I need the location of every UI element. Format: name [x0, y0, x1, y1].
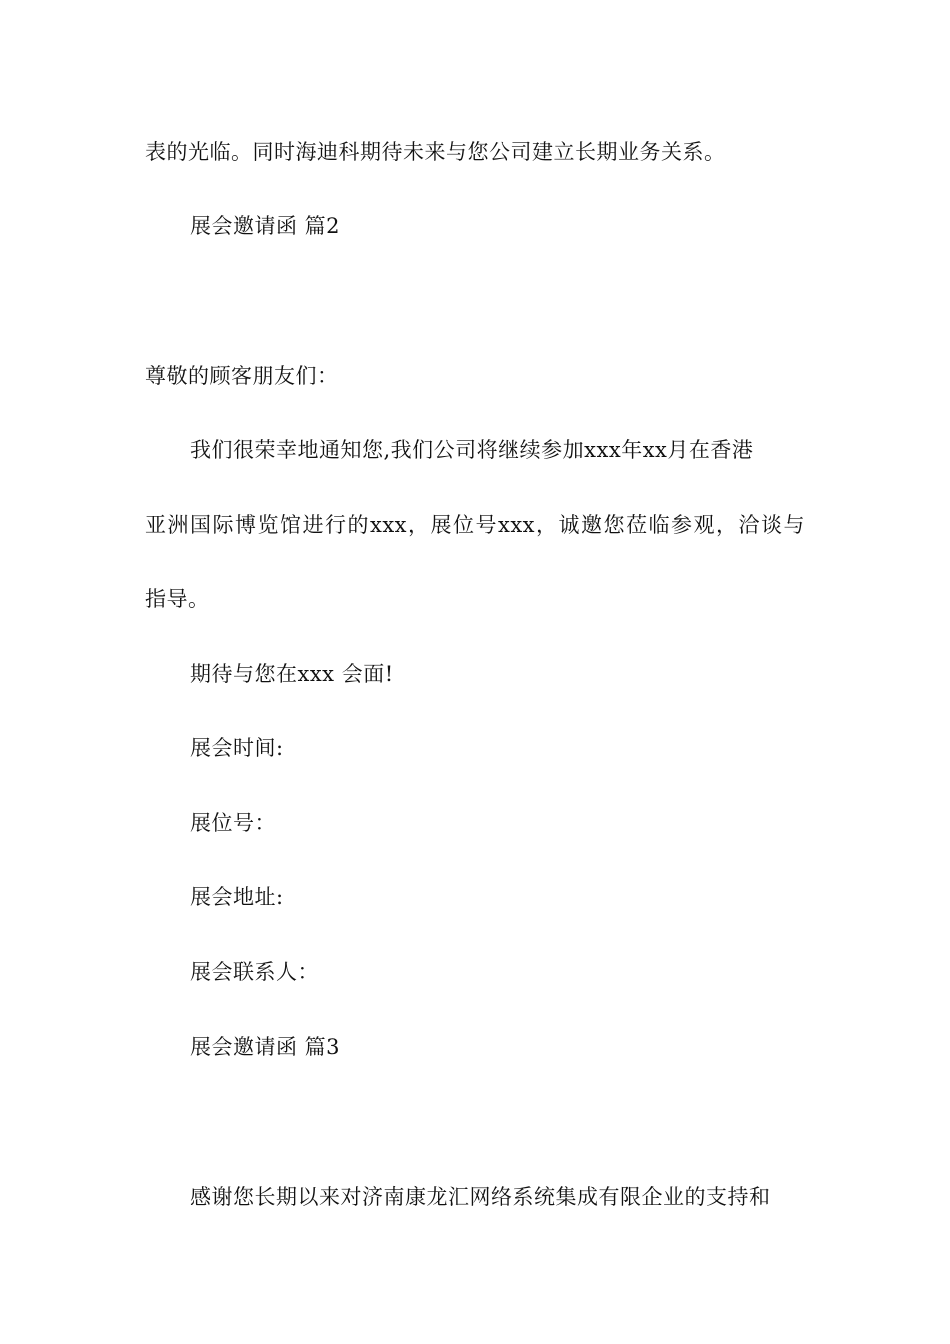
field-label: 展会地址:: [190, 885, 284, 909]
salutation: 尊敬的顾客朋友们：: [145, 364, 339, 388]
field-label: 展会时间:: [190, 736, 284, 760]
paragraph-line: 感谢您长期以来对济南康龙汇网络系统集成有限企业的支持和: [190, 1185, 771, 1209]
paragraph-line: 指导。: [145, 587, 210, 611]
section-heading: 展会邀请函 篇3: [190, 1035, 341, 1059]
paragraph-line: 期待与您在xxx 会面!: [190, 662, 394, 686]
paragraph-line: 表的光临。同时海迪科期待未来与您公司建立长期业务关系。: [145, 140, 726, 164]
paragraph-line: 亚洲国际博览馆进行的xxx，展位号xxx，诚邀您莅临参观，洽谈与: [145, 513, 805, 537]
section-heading: 展会邀请函 篇2: [190, 214, 341, 238]
field-label: 展会联系人：: [190, 960, 319, 984]
paragraph-line: 我们很荣幸地通知您,我们公司将继续参加xxx年xx月在香港: [190, 438, 754, 462]
field-label: 展位号：: [190, 811, 276, 835]
